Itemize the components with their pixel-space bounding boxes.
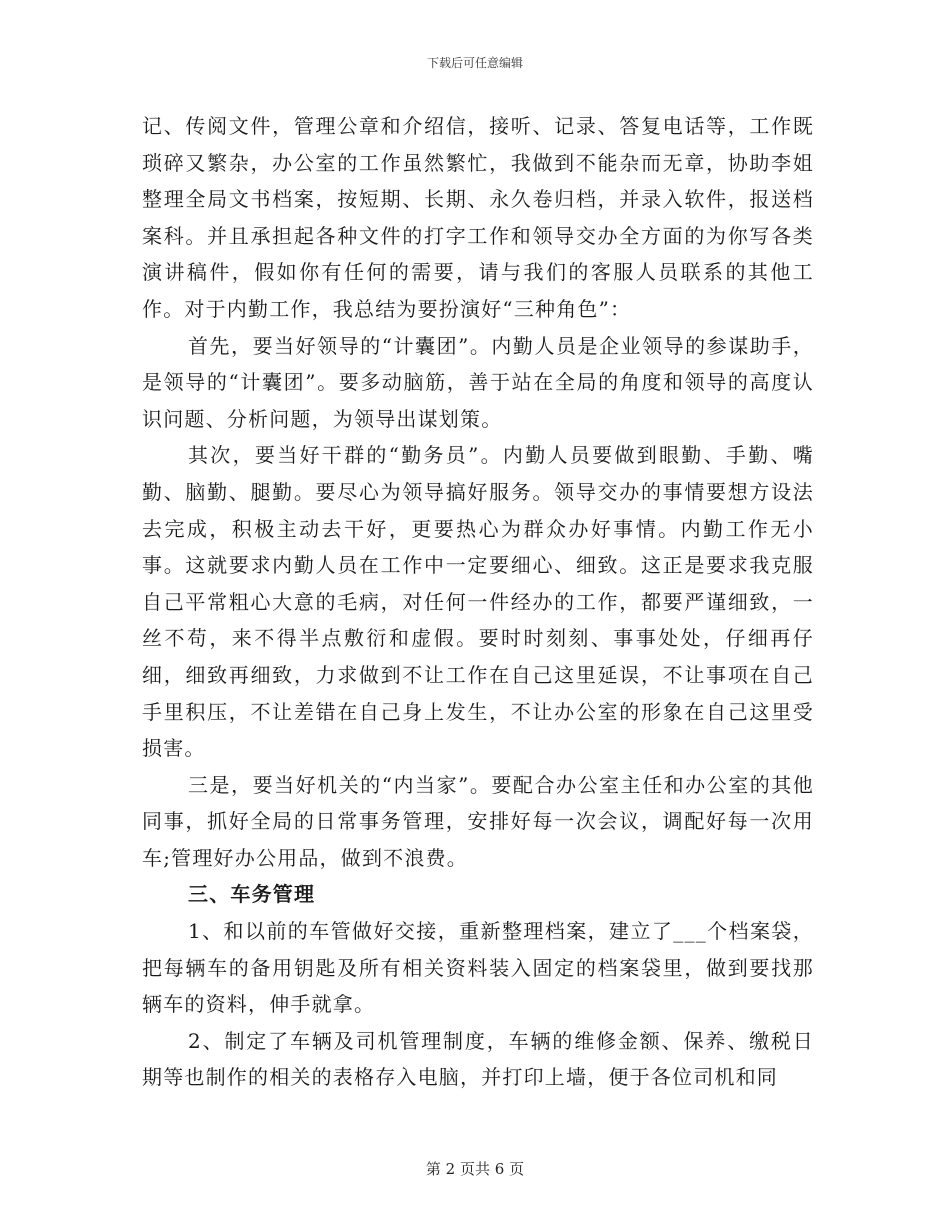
paragraph-vehicle-item-1: 1、和以前的车管做好交接，重新整理档案，建立了___个档案袋，把每辆车的备用钥匙及所有相关资料装入固定的档案袋里，做到要找那辆车的资料，伸手就拿。 bbox=[142, 919, 814, 1017]
page-header-note: 下载后可任意编辑 bbox=[426, 56, 523, 70]
paragraph-role-advisor: 首先，要当好领导的“计囊团”。内勤人员是企业领导的参谋助手，是领导的“计囊团”。要多动脑筋，善于站在全局的角度和领导的高度认识问题、分析问题，为领导出谋划策。 bbox=[142, 333, 814, 431]
document-body bbox=[142, 108, 814, 1096]
paragraph-role-servant: 其次，要当好干群的“勤务员”。内勤人员要做到眼勤、手勤、嘴勤、脑勤、腿勤。要尽心为领导搞好服务。领导交办的事情要想方设法去完成，积极主动去干好，更要热心为群众办好事情。内勤工作无小事。这就要求内勤人员在工作中一定要细心、细致。这正是要求我克服自己平常粗心大意的毛病，对任何一件经办的工作，都要严谨细致，一丝不苟，来不得半点敷衍和虚假。要时时刻刻、事事处处，仔细再仔细，细致再细致，力求做到不让工作在自己这里延误，不让事项在自己手里积压，不让差错在自己身上发生，不让办公室的形象在自己这里受损害。 bbox=[142, 443, 814, 761]
paragraph-vehicle-item-2: 2、制定了车辆及司机管理制度，车辆的维修金额、保养、缴税日期等也制作的相关的表格存入电脑，并打印上墙，便于各位司机和同 bbox=[142, 1028, 814, 1090]
section-heading-vehicle-management: 三、车务管理 bbox=[188, 882, 316, 907]
paragraph-duties-summary: 记、传阅文件，管理公章和介绍信，接听、记录、答复电话等，工作既琐碎又繁杂，办公室的工作虽然繁忙，我做到不能杂而无章，协助李姐整理全局文书档案，按短期、长期、永久卷归档，并录入软件，报送档案科。并且承担起各种文件的打字工作和领导交办全方面的为你写各类演讲稿件，假如你有任何的需要，请与我们的客服人员联系的其他工作。对于内勤工作，我总结为要扮演好“三种角色”： bbox=[142, 114, 814, 321]
page-number: 第 2 页共 6 页 bbox=[425, 1160, 525, 1178]
paragraph-role-housekeeper: 三是，要当好机关的“内当家”。要配合办公室主任和办公室的其他同事，抓好全局的日常事务管理，安排好每一次会议，调配好每一次用车;管理好办公用品，做到不浪费。 bbox=[142, 772, 814, 870]
